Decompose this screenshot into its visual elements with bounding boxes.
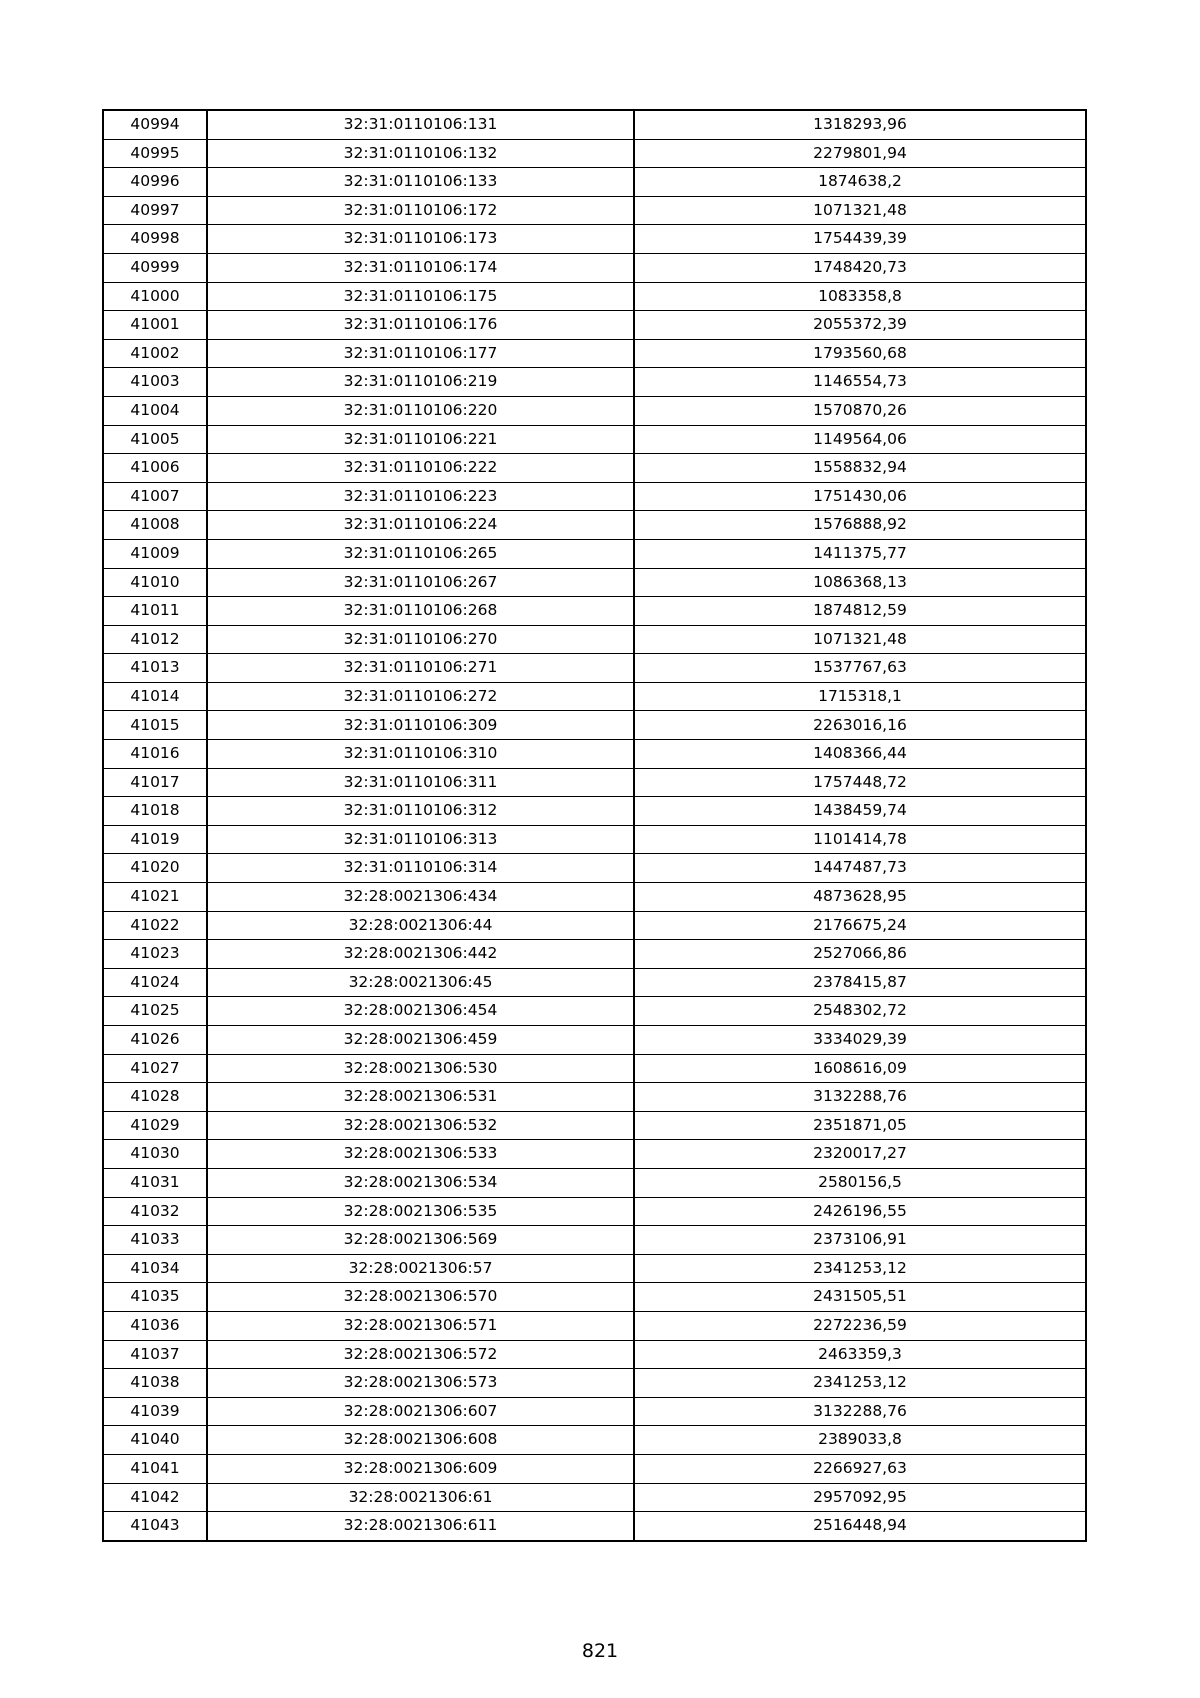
table-row xyxy=(103,1111,1086,1140)
table-row xyxy=(103,1140,1086,1169)
row-number-cell: 41008 xyxy=(103,511,207,540)
value-cell: 2266927,63 xyxy=(634,1454,1086,1483)
row-number-cell: 41024 xyxy=(103,968,207,997)
cadastral-number-cell: 32:28:0021306:61 xyxy=(207,1483,634,1512)
table-body xyxy=(103,110,1086,1541)
row-number-cell: 41043 xyxy=(103,1512,207,1541)
value-cell: 1748420,73 xyxy=(634,253,1086,282)
table-row xyxy=(103,997,1086,1026)
table-row xyxy=(103,768,1086,797)
table-row xyxy=(103,1197,1086,1226)
cadastral-number-cell: 32:31:0110106:309 xyxy=(207,711,634,740)
value-cell: 1318293,96 xyxy=(634,110,1086,139)
row-number-cell: 41021 xyxy=(103,883,207,912)
cadastral-number-cell: 32:28:0021306:531 xyxy=(207,1083,634,1112)
value-cell: 1447487,73 xyxy=(634,854,1086,883)
cadastral-number-cell: 32:28:0021306:533 xyxy=(207,1140,634,1169)
row-number-cell: 40997 xyxy=(103,196,207,225)
cadastral-number-cell: 32:31:0110106:314 xyxy=(207,854,634,883)
cadastral-number-cell: 32:28:0021306:570 xyxy=(207,1283,634,1312)
cadastral-number-cell: 32:28:0021306:607 xyxy=(207,1397,634,1426)
row-number-cell: 41009 xyxy=(103,539,207,568)
row-number-cell: 41035 xyxy=(103,1283,207,1312)
cadastral-number-cell: 32:28:0021306:45 xyxy=(207,968,634,997)
table-row xyxy=(103,482,1086,511)
value-cell: 1408366,44 xyxy=(634,740,1086,769)
value-cell: 1715318,1 xyxy=(634,682,1086,711)
value-cell: 1149564,06 xyxy=(634,425,1086,454)
table-row xyxy=(103,1311,1086,1340)
row-number-cell: 41013 xyxy=(103,654,207,683)
value-cell: 2516448,94 xyxy=(634,1512,1086,1541)
row-number-cell: 41028 xyxy=(103,1083,207,1112)
cadastral-number-cell: 32:31:0110106:132 xyxy=(207,139,634,168)
value-cell: 1411375,77 xyxy=(634,539,1086,568)
row-number-cell: 40999 xyxy=(103,253,207,282)
value-cell: 2176675,24 xyxy=(634,911,1086,940)
value-cell: 1751430,06 xyxy=(634,482,1086,511)
table-row xyxy=(103,1226,1086,1255)
value-cell: 1537767,63 xyxy=(634,654,1086,683)
value-cell: 2957092,95 xyxy=(634,1483,1086,1512)
value-cell: 2263016,16 xyxy=(634,711,1086,740)
cadastral-number-cell: 32:31:0110106:177 xyxy=(207,339,634,368)
cadastral-number-cell: 32:31:0110106:173 xyxy=(207,225,634,254)
cadastral-number-cell: 32:31:0110106:133 xyxy=(207,168,634,197)
cadastral-number-cell: 32:28:0021306:535 xyxy=(207,1197,634,1226)
row-number-cell: 41026 xyxy=(103,1026,207,1055)
value-cell: 1570870,26 xyxy=(634,396,1086,425)
row-number-cell: 41010 xyxy=(103,568,207,597)
row-number-cell: 41040 xyxy=(103,1426,207,1455)
row-number-cell: 41025 xyxy=(103,997,207,1026)
table-row xyxy=(103,368,1086,397)
cadastral-number-cell: 32:31:0110106:174 xyxy=(207,253,634,282)
table-row xyxy=(103,1483,1086,1512)
row-number-cell: 41039 xyxy=(103,1397,207,1426)
row-number-cell: 41000 xyxy=(103,282,207,311)
page-number: 821 xyxy=(581,1640,619,1662)
table-row xyxy=(103,139,1086,168)
cadastral-number-cell: 32:31:0110106:176 xyxy=(207,311,634,340)
row-number-cell: 41029 xyxy=(103,1111,207,1140)
cadastral-number-cell: 32:31:0110106:313 xyxy=(207,825,634,854)
value-cell: 2378415,87 xyxy=(634,968,1086,997)
row-number-cell: 41015 xyxy=(103,711,207,740)
cadastral-number-cell: 32:28:0021306:434 xyxy=(207,883,634,912)
table-row xyxy=(103,682,1086,711)
table-row xyxy=(103,1026,1086,1055)
data-table xyxy=(102,109,1087,1542)
cadastral-number-cell: 32:31:0110106:310 xyxy=(207,740,634,769)
cadastral-number-cell: 32:31:0110106:131 xyxy=(207,110,634,139)
cadastral-number-cell: 32:31:0110106:172 xyxy=(207,196,634,225)
row-number-cell: 41012 xyxy=(103,625,207,654)
row-number-cell: 41033 xyxy=(103,1226,207,1255)
table-row xyxy=(103,1340,1086,1369)
table-row xyxy=(103,797,1086,826)
table-row xyxy=(103,282,1086,311)
value-cell: 2373106,91 xyxy=(634,1226,1086,1255)
table-row xyxy=(103,625,1086,654)
table-row xyxy=(103,110,1086,139)
table-row xyxy=(103,1254,1086,1283)
value-cell: 2279801,94 xyxy=(634,139,1086,168)
value-cell: 1576888,92 xyxy=(634,511,1086,540)
table-row xyxy=(103,1454,1086,1483)
cadastral-number-cell: 32:31:0110106:271 xyxy=(207,654,634,683)
row-number-cell: 41038 xyxy=(103,1369,207,1398)
value-cell: 1558832,94 xyxy=(634,454,1086,483)
table-row xyxy=(103,511,1086,540)
cadastral-number-cell: 32:31:0110106:220 xyxy=(207,396,634,425)
row-number-cell: 41006 xyxy=(103,454,207,483)
table-row xyxy=(103,454,1086,483)
table-row xyxy=(103,940,1086,969)
value-cell: 1608616,09 xyxy=(634,1054,1086,1083)
table-row xyxy=(103,825,1086,854)
table-row xyxy=(103,968,1086,997)
cadastral-number-cell: 32:28:0021306:530 xyxy=(207,1054,634,1083)
row-number-cell: 40994 xyxy=(103,110,207,139)
row-number-cell: 41017 xyxy=(103,768,207,797)
value-cell: 1086368,13 xyxy=(634,568,1086,597)
value-cell: 1071321,48 xyxy=(634,196,1086,225)
row-number-cell: 41036 xyxy=(103,1311,207,1340)
cadastral-number-cell: 32:31:0110106:222 xyxy=(207,454,634,483)
cadastral-number-cell: 32:28:0021306:608 xyxy=(207,1426,634,1455)
table-row xyxy=(103,654,1086,683)
value-cell: 2055372,39 xyxy=(634,311,1086,340)
cadastral-number-cell: 32:28:0021306:454 xyxy=(207,997,634,1026)
cadastral-number-cell: 32:28:0021306:442 xyxy=(207,940,634,969)
row-number-cell: 41004 xyxy=(103,396,207,425)
row-number-cell: 41007 xyxy=(103,482,207,511)
cadastral-number-cell: 32:31:0110106:175 xyxy=(207,282,634,311)
table-row xyxy=(103,425,1086,454)
cadastral-number-cell: 32:31:0110106:265 xyxy=(207,539,634,568)
row-number-cell: 41003 xyxy=(103,368,207,397)
cadastral-number-cell: 32:28:0021306:572 xyxy=(207,1340,634,1369)
value-cell: 3132288,76 xyxy=(634,1083,1086,1112)
cadastral-number-cell: 32:28:0021306:459 xyxy=(207,1026,634,1055)
cadastral-number-cell: 32:31:0110106:312 xyxy=(207,797,634,826)
value-cell: 1874638,2 xyxy=(634,168,1086,197)
table-row xyxy=(103,539,1086,568)
table-row xyxy=(103,1397,1086,1426)
row-number-cell: 41023 xyxy=(103,940,207,969)
row-number-cell: 41027 xyxy=(103,1054,207,1083)
value-cell: 2272236,59 xyxy=(634,1311,1086,1340)
table-row xyxy=(103,339,1086,368)
value-cell: 2580156,5 xyxy=(634,1168,1086,1197)
table-row xyxy=(103,711,1086,740)
cadastral-number-cell: 32:28:0021306:573 xyxy=(207,1369,634,1398)
table-row xyxy=(103,1054,1086,1083)
table-row xyxy=(103,1512,1086,1541)
cadastral-number-cell: 32:31:0110106:223 xyxy=(207,482,634,511)
cadastral-number-cell: 32:28:0021306:571 xyxy=(207,1311,634,1340)
value-cell: 2351871,05 xyxy=(634,1111,1086,1140)
value-cell: 3132288,76 xyxy=(634,1397,1086,1426)
table-row xyxy=(103,854,1086,883)
cadastral-number-cell: 32:28:0021306:534 xyxy=(207,1168,634,1197)
row-number-cell: 41011 xyxy=(103,597,207,626)
row-number-cell: 41002 xyxy=(103,339,207,368)
cadastral-number-cell: 32:28:0021306:44 xyxy=(207,911,634,940)
row-number-cell: 41019 xyxy=(103,825,207,854)
cadastral-number-cell: 32:31:0110106:224 xyxy=(207,511,634,540)
table-row xyxy=(103,225,1086,254)
cadastral-number-cell: 32:31:0110106:267 xyxy=(207,568,634,597)
row-number-cell: 41042 xyxy=(103,1483,207,1512)
value-cell: 1874812,59 xyxy=(634,597,1086,626)
table-row xyxy=(103,1083,1086,1112)
table-row xyxy=(103,1283,1086,1312)
row-number-cell: 40998 xyxy=(103,225,207,254)
table-row xyxy=(103,396,1086,425)
row-number-cell: 41016 xyxy=(103,740,207,769)
cadastral-number-cell: 32:31:0110106:221 xyxy=(207,425,634,454)
row-number-cell: 41005 xyxy=(103,425,207,454)
row-number-cell: 41014 xyxy=(103,682,207,711)
value-cell: 1101414,78 xyxy=(634,825,1086,854)
table-row xyxy=(103,597,1086,626)
row-number-cell: 41030 xyxy=(103,1140,207,1169)
value-cell: 4873628,95 xyxy=(634,883,1086,912)
value-cell: 3334029,39 xyxy=(634,1026,1086,1055)
value-cell: 2389033,8 xyxy=(634,1426,1086,1455)
row-number-cell: 41032 xyxy=(103,1197,207,1226)
cadastral-number-cell: 32:28:0021306:569 xyxy=(207,1226,634,1255)
cadastral-number-cell: 32:31:0110106:268 xyxy=(207,597,634,626)
value-cell: 2463359,3 xyxy=(634,1340,1086,1369)
cadastral-number-cell: 32:28:0021306:532 xyxy=(207,1111,634,1140)
value-cell: 2548302,72 xyxy=(634,997,1086,1026)
row-number-cell: 41034 xyxy=(103,1254,207,1283)
cadastral-number-cell: 32:31:0110106:272 xyxy=(207,682,634,711)
table-row xyxy=(103,196,1086,225)
cadastral-number-cell: 32:31:0110106:219 xyxy=(207,368,634,397)
row-number-cell: 41020 xyxy=(103,854,207,883)
row-number-cell: 40996 xyxy=(103,168,207,197)
table-row xyxy=(103,253,1086,282)
value-cell: 1438459,74 xyxy=(634,797,1086,826)
cadastral-number-cell: 32:31:0110106:270 xyxy=(207,625,634,654)
row-number-cell: 41001 xyxy=(103,311,207,340)
table-row xyxy=(103,1426,1086,1455)
table-row xyxy=(103,740,1086,769)
cadastral-number-cell: 32:28:0021306:609 xyxy=(207,1454,634,1483)
row-number-cell: 41041 xyxy=(103,1454,207,1483)
table-row xyxy=(103,568,1086,597)
table-row xyxy=(103,911,1086,940)
table-row xyxy=(103,883,1086,912)
row-number-cell: 41037 xyxy=(103,1340,207,1369)
value-cell: 2426196,55 xyxy=(634,1197,1086,1226)
row-number-cell: 41022 xyxy=(103,911,207,940)
value-cell: 1757448,72 xyxy=(634,768,1086,797)
value-cell: 1071321,48 xyxy=(634,625,1086,654)
row-number-cell: 41031 xyxy=(103,1168,207,1197)
table-row xyxy=(103,1168,1086,1197)
value-cell: 2341253,12 xyxy=(634,1254,1086,1283)
value-cell: 2320017,27 xyxy=(634,1140,1086,1169)
value-cell: 2341253,12 xyxy=(634,1369,1086,1398)
cadastral-number-cell: 32:28:0021306:611 xyxy=(207,1512,634,1541)
value-cell: 1793560,68 xyxy=(634,339,1086,368)
row-number-cell: 40995 xyxy=(103,139,207,168)
cadastral-number-cell: 32:31:0110106:311 xyxy=(207,768,634,797)
table-row xyxy=(103,168,1086,197)
table-row xyxy=(103,1369,1086,1398)
table-row xyxy=(103,311,1086,340)
value-cell: 1083358,8 xyxy=(634,282,1086,311)
value-cell: 2527066,86 xyxy=(634,940,1086,969)
value-cell: 1146554,73 xyxy=(634,368,1086,397)
row-number-cell: 41018 xyxy=(103,797,207,826)
value-cell: 1754439,39 xyxy=(634,225,1086,254)
cadastral-number-cell: 32:28:0021306:57 xyxy=(207,1254,634,1283)
value-cell: 2431505,51 xyxy=(634,1283,1086,1312)
